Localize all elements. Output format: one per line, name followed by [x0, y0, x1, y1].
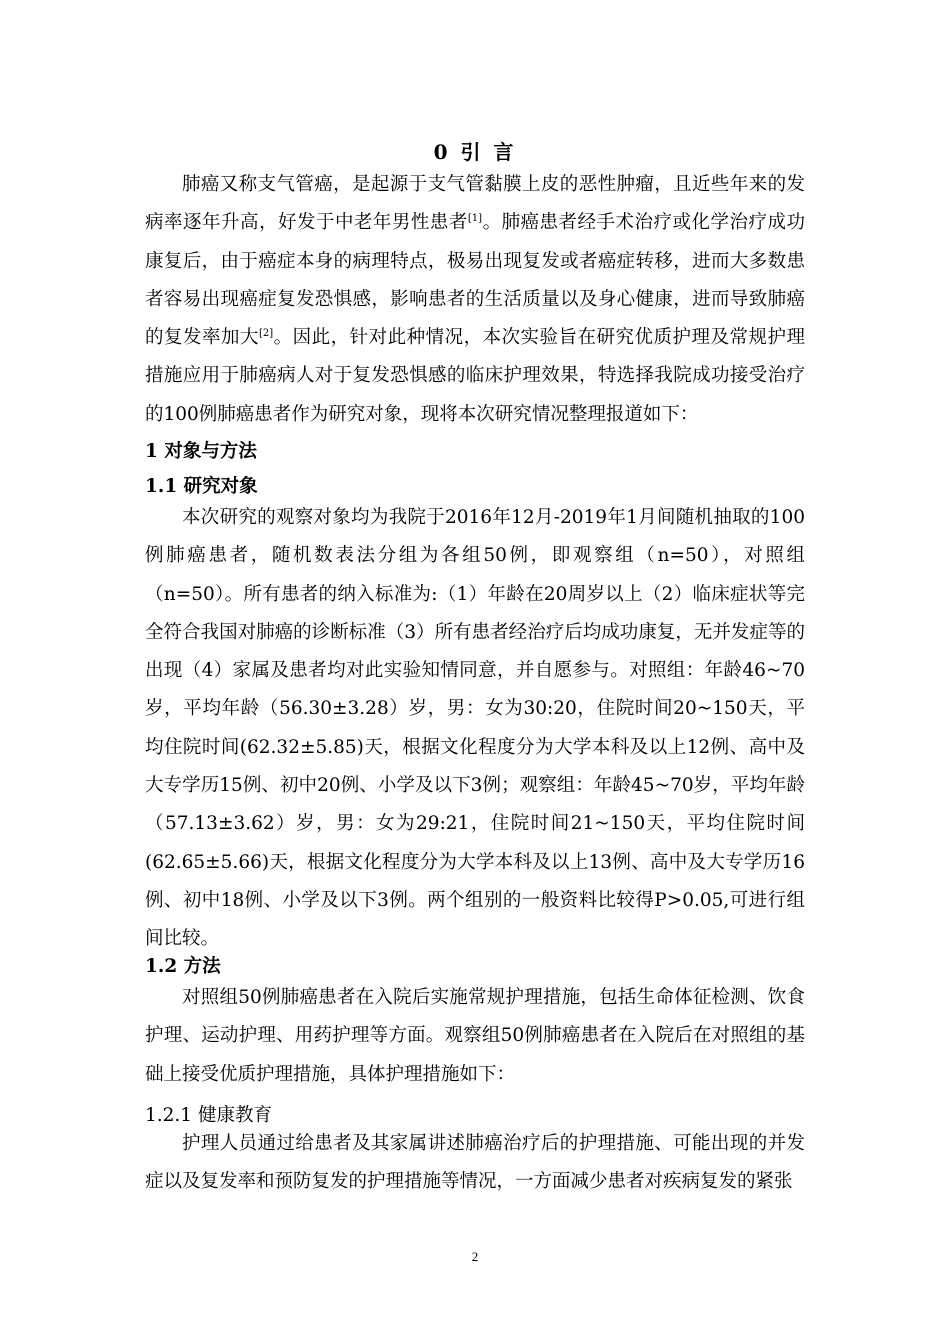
citation-2: [2]	[258, 328, 274, 340]
intro-text-1: 肺癌又称支气管癌，是起源于支气管黏膜上皮的恶性肿瘤，且近些年来的发病率逐年升高，好发于中老年男性患者	[145, 174, 805, 234]
intro-text-3: 。因此，针对此种情况，本次实验旨在研究优质护理及常规护理措施应用于肺癌病人对于复发恐惧感的临床护理效果，特选择我院成功接受治疗的100例肺癌患者作为研究对象，现将本次研究情况整理报道如下：	[145, 327, 805, 425]
section-heading-introduction: 0 引 言	[433, 140, 517, 164]
subjects-paragraph: 本次研究的观察对象均为我院于2016年12月-2019年1月间随机抽取的100例肺癌患者，随机数表法分组为各组50例，即观察组（n=50），对照组（n=50）。所有患者的纳入标准为:（1）年龄在20周岁以上（2）临床症状等完全符合我国对肺癌的诊断标准（3）所有患者经治疗后均成功康复，无并发症等的出现（4）家属及患者均对此实验知情同意，并自愿参与。对照组：年龄46~70岁，平均年龄（56.30±3.28）岁，男：女为30:20，住院时间20~150天，平均住院时间(62.32±5.85)天，根据文化程度分为大学本科及以上12例、高中及大专学历15例、初中20例、小学及以下3例；观察组：年龄45~70岁，平均年龄（57.13±3.62）岁，男：女为29:21，住院时间21~150天，平均住院时间(62.65±5.66)天，根据文化程度分为大学本科及以上13例、高中及大专学历16例、初中18例、小学及以下3例。两个组别的一般资料比较得P>0.05,可进行组间比较。	[145, 507, 805, 950]
section-heading-subjects-methods: 1 对象与方法	[145, 441, 257, 462]
section-heading-methods: 1.2 方法	[145, 956, 221, 977]
intro-text-2: 。肺癌患者经手术治疗或化学治疗成功康复后，由于癌症本身的病理特点，极易出现复发或者癌症转移，进而大多数患者容易出现癌症复发恐惧感，影响患者的生活质量以及身心健康，进而导致肺癌的复发率加大	[145, 212, 805, 349]
page-number: 2	[471, 1249, 479, 1264]
citation-1: [1]	[467, 213, 483, 225]
method-paragraph: 对照组50例肺癌患者在入院后实施常规护理措施，包括生命体征检测、饮食护理、运动护理、用药护理等方面。观察组50例肺癌患者在入院后在对照组的基础上接受优质护理措施，具体护理措施如下：	[145, 987, 805, 1085]
education-paragraph: 护理人员通过给患者及其家属讲述肺癌治疗后的护理措施、可能出现的并发症以及复发率和预防复发的护理措施等情况，一方面减少患者对疾病复发的紧张	[145, 1133, 805, 1193]
section-heading-health-education: 1.2.1 健康教育	[145, 1105, 272, 1126]
section-heading-research-subjects: 1.1 研究对象	[145, 476, 258, 497]
intro-paragraph	[145, 166, 805, 434]
